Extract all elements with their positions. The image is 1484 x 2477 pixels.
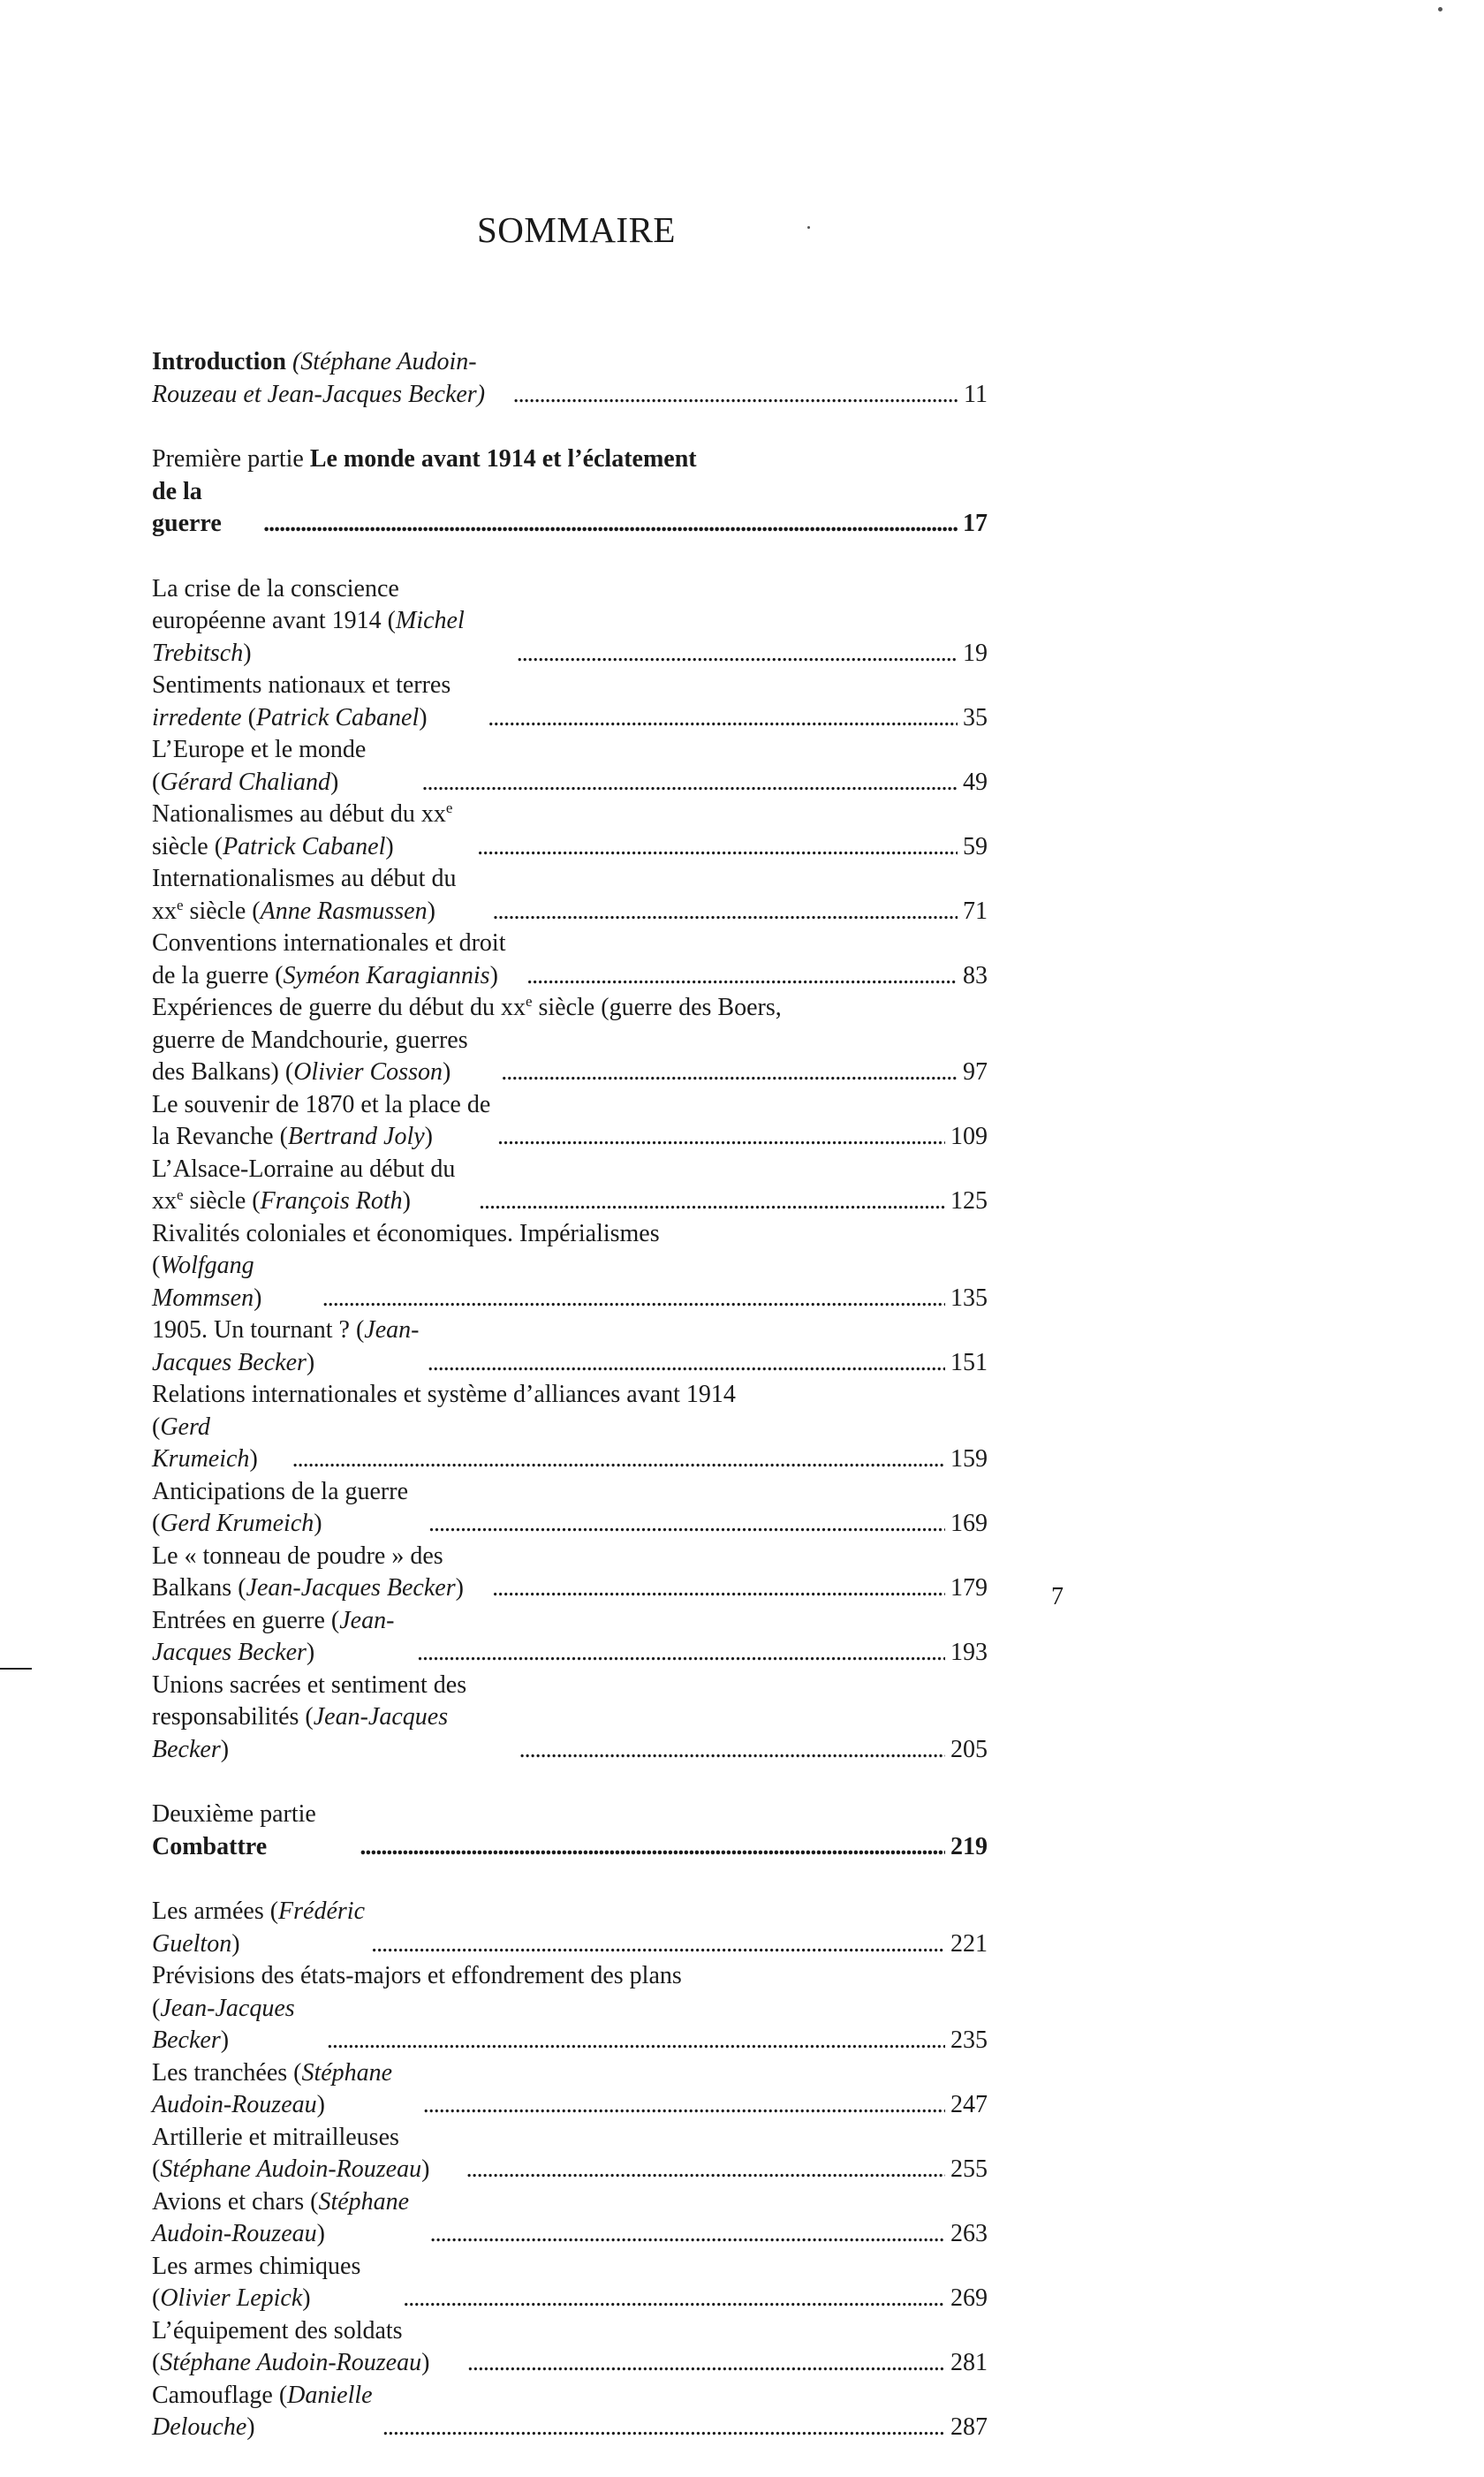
author-name: Patrick Cabanel <box>255 703 420 731</box>
toc-entry[interactable] <box>152 1476 988 1541</box>
entry-line <box>152 2057 988 2122</box>
dot-leader <box>263 508 958 541</box>
entry-text <box>152 1476 423 1541</box>
dot-leader <box>501 1057 958 1089</box>
entry-text <box>152 1025 496 1089</box>
author-name: Gerd Krumeich <box>152 1413 250 1473</box>
entry-line <box>152 1476 988 1541</box>
entry-line <box>152 1025 988 1089</box>
page-number: 135 <box>950 1284 988 1312</box>
closing-paren: ) <box>314 1510 322 1537</box>
page-number: 281 <box>950 2349 988 2376</box>
closing-paren: ) <box>424 1123 433 1150</box>
toc-entry[interactable] <box>152 2380 988 2444</box>
author-name: Stéphane Audoin-Rouzeau <box>152 2187 410 2247</box>
closing-paren: ) <box>421 2155 430 2183</box>
entry-text <box>152 2122 461 2186</box>
entry-title: Les armes chimiques ( <box>152 2252 361 2312</box>
dot-leader <box>371 1928 945 1961</box>
entry-title: Artillerie et mitrailleuses ( <box>152 2123 399 2183</box>
toc-entry[interactable] <box>152 2057 988 2122</box>
entry-title: Internationalismes au début du <box>152 865 457 892</box>
entry-text <box>152 1541 487 1605</box>
entry-title: Camouflage ( <box>152 2381 288 2409</box>
entry-text <box>152 734 416 799</box>
part2-chapter-list <box>152 1896 988 2444</box>
closing-paren: ) <box>489 961 498 989</box>
entry-text <box>152 1154 473 1218</box>
page-number: 179 <box>950 1574 988 1602</box>
entry-title-part: siècle ( <box>183 897 261 925</box>
toc-entry[interactable] <box>152 799 988 863</box>
dot-leader <box>488 702 958 735</box>
dot-leader <box>428 1508 945 1541</box>
part-heading-last-line <box>152 476 988 541</box>
entry-title-part: siècle (guerre des Boers, <box>532 994 782 1021</box>
page-number: 59 <box>963 832 988 860</box>
scan-speck <box>1438 7 1442 11</box>
entry-title: Les armées ( <box>152 1898 279 1925</box>
page-number: 35 <box>963 703 988 731</box>
author-name: Stéphane Audoin-Rouzeau <box>160 2349 422 2376</box>
page-title: SOMMAIRE <box>477 209 676 250</box>
entry-text <box>152 2251 398 2315</box>
closing-paren: ) <box>249 1445 258 1473</box>
entry-title-part: Relations internationales et système d’alliances avant 1914 <box>152 1381 736 1408</box>
entry-first-line <box>152 992 988 1025</box>
entry-text <box>152 2057 418 2122</box>
closing-paren: ) <box>329 768 339 796</box>
author-name: Jean-Jacques Becker <box>152 1994 295 2054</box>
entry-title: La crise de la conscience européenne avant 1914 ( <box>152 574 399 634</box>
author-name: Patrick Cabanel <box>223 832 386 860</box>
entry-title: Nationalismes au début du <box>152 800 421 828</box>
part-heading-2[interactable] <box>152 1799 988 1863</box>
dot-leader <box>519 1734 945 1767</box>
page-number: 193 <box>950 1639 988 1666</box>
entry-title: Anticipations de la guerre ( <box>152 1477 409 1537</box>
century: xx <box>500 994 526 1021</box>
author-name: Michel Trebitsch <box>152 607 465 667</box>
entry-line <box>152 670 988 734</box>
author-name: Anne Rasmussen <box>260 897 428 925</box>
entry-title-part: Rivalités coloniales et économiques. Impérialismes <box>152 1219 660 1247</box>
author-name: Stéphane Audoin-Rouzeau <box>152 2058 393 2118</box>
author-name: Syméon Karagiannis <box>283 961 490 989</box>
dot-leader <box>382 2412 945 2444</box>
entry-text <box>152 1993 322 2057</box>
author-name: Stéphane Audoin-Rouzeau <box>160 2155 422 2183</box>
dot-leader <box>526 960 958 993</box>
century: xx <box>152 1187 177 1215</box>
entry-title: Sentiments nationaux et terres <box>152 671 451 699</box>
introduction-authors: (Stéphane Audoin-Rouzeau et Jean-Jacques Becker) <box>152 348 486 408</box>
entry-line <box>152 1154 988 1218</box>
dot-leader <box>479 1185 945 1218</box>
entry-line <box>152 2186 988 2251</box>
toc-entry[interactable] <box>152 2186 988 2251</box>
toc-entry[interactable] <box>152 928 988 992</box>
scan-edge-mark <box>0 1668 32 1670</box>
entry-title: Unions sacrées et sentiment des responsabilités ( <box>152 1670 467 1731</box>
entry-title: L’Alsace-Lorraine au début du <box>152 1155 456 1183</box>
author-name: François Roth <box>260 1187 403 1215</box>
page-number: 205 <box>950 1735 988 1763</box>
entry-title: Avions et chars ( <box>152 2187 319 2216</box>
page-number: 11 <box>964 380 988 408</box>
toc-entry[interactable] <box>152 1218 988 1315</box>
century-superscript: e <box>177 1186 184 1203</box>
entry-text <box>152 863 487 928</box>
century: xx <box>152 897 177 925</box>
dot-leader <box>517 638 958 670</box>
page-number: 235 <box>950 2026 988 2054</box>
toc-entry[interactable] <box>152 670 988 734</box>
closing-paren: ) <box>254 1284 262 1312</box>
entry-line <box>152 1250 988 1314</box>
closing-paren: ) <box>385 832 394 860</box>
entry-line <box>152 2251 988 2315</box>
part-heading-1[interactable] <box>152 443 988 541</box>
toc-entry[interactable] <box>152 2315 988 2380</box>
entry-line <box>152 799 988 863</box>
entry-text <box>152 928 521 992</box>
entry-title-part: Expériences de guerre du début du <box>152 994 501 1021</box>
toc-entry[interactable] <box>152 1089 988 1154</box>
author-name: Bertrand Joly <box>287 1123 425 1150</box>
page-number: 71 <box>963 897 988 925</box>
entry-title-part: ( <box>241 703 256 731</box>
toc-entry[interactable] <box>152 573 988 670</box>
author-name: Frédéric Guelton <box>152 1898 366 1958</box>
entry-text <box>152 2315 462 2380</box>
closing-paren: ) <box>402 1187 411 1215</box>
closing-paren: ) <box>442 1058 451 1086</box>
entry-line <box>152 1605 988 1670</box>
author-name: Jean-Jacques Becker <box>152 1316 420 1376</box>
author-name: Jean-Jacques Becker <box>152 1606 395 1666</box>
toc-entry[interactable] <box>152 1896 988 1960</box>
entry-line <box>152 1993 988 2057</box>
part-heading-line <box>152 443 988 476</box>
dot-leader <box>477 831 958 864</box>
century-superscript: e <box>445 799 453 816</box>
author-name: Olivier Cosson <box>293 1058 443 1086</box>
italic-term: irredente <box>152 703 242 731</box>
entry-line <box>152 863 988 928</box>
toc-entry[interactable] <box>152 1154 988 1218</box>
entry-title: 1905. Un tournant ? ( <box>152 1316 365 1344</box>
entry-line <box>152 2315 988 2380</box>
page-number: 219 <box>950 1832 988 1860</box>
dot-leader <box>492 896 958 928</box>
entry-line <box>152 2380 988 2444</box>
page-number: 125 <box>950 1187 988 1215</box>
entry-text <box>152 1250 317 1314</box>
dot-leader <box>428 1347 945 1380</box>
entry-text <box>152 670 482 734</box>
closing-paren: ) <box>246 2413 255 2441</box>
entry-text <box>152 1314 422 1379</box>
part-prefix: Première partie <box>152 445 304 473</box>
toc-entry[interactable] <box>152 734 988 799</box>
entry-first-line <box>152 1960 988 1993</box>
entry-line <box>152 1089 988 1154</box>
part-prefix: Deuxième partie <box>152 1800 316 1828</box>
closing-paren: ) <box>455 1574 464 1602</box>
introduction-label: Introduction <box>152 348 286 375</box>
dot-leader <box>292 1443 945 1476</box>
closing-paren: ) <box>220 1735 230 1763</box>
closing-paren: ) <box>306 1639 315 1666</box>
closing-paren: ) <box>306 1348 315 1376</box>
page-number: 247 <box>950 2091 988 2118</box>
century-superscript: e <box>177 896 184 913</box>
entry-text <box>152 1896 366 1960</box>
page-number: 151 <box>950 1348 988 1376</box>
page-number: 49 <box>963 768 988 796</box>
part-title: Combattre <box>152 1832 268 1860</box>
entry-line <box>152 1314 988 1379</box>
entry-title-part: siècle ( <box>183 1187 261 1215</box>
closing-paren: ) <box>316 2220 325 2247</box>
part-title: Le monde avant 1914 et l’éclatement <box>309 445 697 473</box>
entry-text <box>152 1799 354 1863</box>
dot-leader <box>403 2283 945 2315</box>
toc-entry[interactable] <box>152 992 988 1089</box>
page-number: 19 <box>963 639 988 667</box>
page-number: 255 <box>950 2155 988 2183</box>
author-name: Olivier Lepick <box>160 2284 303 2312</box>
entry-text <box>152 1412 287 1476</box>
entry-text <box>152 346 508 411</box>
dot-leader <box>497 1121 945 1154</box>
author-name: Gerd Krumeich <box>160 1510 314 1537</box>
part-heading-line <box>152 1799 988 1863</box>
entry-line <box>152 1541 988 1605</box>
dot-leader <box>513 379 958 412</box>
closing-paren: ) <box>421 2349 430 2376</box>
closing-paren: ) <box>231 1929 240 1958</box>
author-name: Wolfgang Mommsen <box>152 1252 254 1312</box>
closing-paren: ) <box>220 2026 230 2054</box>
page-number: 263 <box>950 2220 988 2247</box>
entry-first-line <box>152 1379 988 1412</box>
toc-entry[interactable] <box>152 1541 988 1605</box>
century-superscript: e <box>525 993 533 1010</box>
page-number: 221 <box>950 1929 988 1958</box>
scan-speck <box>807 226 810 229</box>
century: xx <box>420 800 446 828</box>
part-title-continued: de la guerre <box>152 477 222 537</box>
entry-text <box>152 1670 514 1767</box>
page-number: 287 <box>950 2413 988 2441</box>
entry-title: ( <box>152 1994 161 2022</box>
dot-leader <box>430 2218 945 2251</box>
entry-title: Les tranchées ( <box>152 2058 302 2087</box>
toc-entry[interactable] <box>152 1960 988 2057</box>
author-name: Danielle Delouche <box>152 2381 373 2441</box>
entry-title: Le souvenir de 1870 et la place de la Revanche ( <box>152 1090 491 1150</box>
entry-line <box>152 1412 988 1476</box>
entry-title: guerre de Mandchourie, guerres des Balkans) ( <box>152 1026 468 1086</box>
dot-leader <box>466 2154 945 2186</box>
dot-leader <box>322 1283 945 1315</box>
entry-line <box>152 734 988 799</box>
closing-paren: ) <box>243 639 252 667</box>
table-of-contents <box>152 346 988 2477</box>
entry-line <box>152 1896 988 1960</box>
closing-paren: ) <box>316 2091 325 2118</box>
page-number: 97 <box>963 1058 988 1086</box>
closing-paren: ) <box>419 703 428 731</box>
closing-paren: ) <box>427 897 435 925</box>
entry-text <box>152 2186 425 2251</box>
closing-paren: ) <box>302 2284 311 2312</box>
toc-entry[interactable] <box>152 2122 988 2186</box>
entry-title: Conventions internationales et droit de la guerre ( <box>152 929 506 989</box>
toc-entry[interactable] <box>152 1605 988 1670</box>
dot-leader <box>417 1637 945 1670</box>
page-number: 159 <box>950 1445 988 1473</box>
entry-title-part: Prévisions des états-majors et effondrement des plans <box>152 1962 682 1989</box>
toc-entry[interactable] <box>152 1314 988 1379</box>
entry-text <box>152 2380 377 2444</box>
entry-title: Entrées en guerre ( <box>152 1606 340 1634</box>
page-number: 17 <box>963 510 988 537</box>
page-folio: 7 <box>1051 1583 1064 1610</box>
entry-line <box>152 2122 988 2186</box>
author-name: Gérard Chaliand <box>160 768 330 796</box>
entry-line <box>152 1670 988 1767</box>
dot-leader <box>327 2025 945 2057</box>
entry-text <box>152 573 511 670</box>
entry-first-line <box>152 1218 988 1251</box>
dot-leader <box>492 1572 945 1605</box>
dot-leader <box>421 767 958 799</box>
author-name: Jean-Jacques Becker <box>246 1574 456 1602</box>
entry-text <box>152 799 472 863</box>
page-number: 169 <box>950 1510 988 1537</box>
entry-line <box>152 573 988 670</box>
toc-entry[interactable] <box>152 2251 988 2315</box>
author-name: Jean-Jacques Becker <box>152 1703 449 1763</box>
entry-text <box>152 1605 412 1670</box>
entry-text <box>152 1089 492 1154</box>
toc-entry[interactable] <box>152 863 988 928</box>
entry-title: Le « tonneau de poudre » des Balkans ( <box>152 1541 443 1602</box>
toc-entry[interactable] <box>152 1670 988 1767</box>
toc-entry[interactable] <box>152 1379 988 1476</box>
page-number: 83 <box>963 961 988 989</box>
toc-entry-introduction[interactable] <box>152 346 988 411</box>
entry-line <box>152 928 988 992</box>
entry-title: L’Europe et le monde ( <box>152 736 367 796</box>
dot-leader <box>360 1831 945 1864</box>
dot-leader <box>423 2089 945 2122</box>
part1-chapter-list <box>152 573 988 1767</box>
entry-title: ( <box>152 1252 161 1279</box>
entry-title: L’équipement des soldats ( <box>152 2316 403 2376</box>
entry-title-part: siècle ( <box>152 832 223 860</box>
entry-title: ( <box>152 1413 161 1441</box>
page-number: 269 <box>950 2284 988 2312</box>
page-number: 109 <box>950 1123 988 1150</box>
dot-leader <box>467 2347 945 2380</box>
